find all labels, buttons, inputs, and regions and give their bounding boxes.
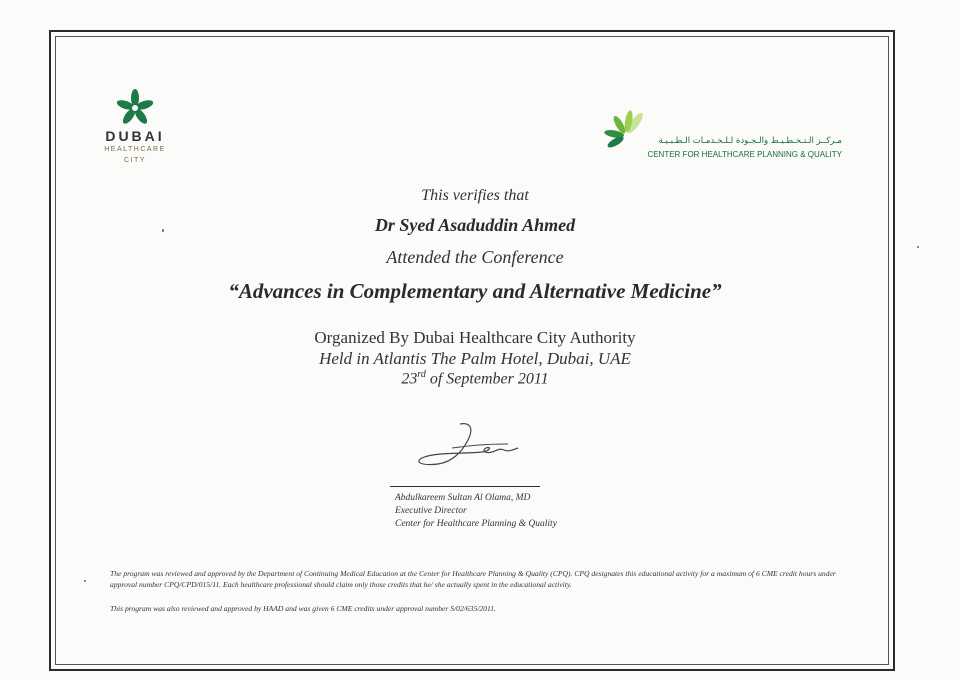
date-rest: of September 2011 (425, 370, 549, 388)
scan-speck (917, 246, 919, 248)
cme-approval-note: The program was reviewed and approved by the Department of Continuing Medical Education at the Center for Healthcare Planning & Quality (CPQ). CPQ designates this educational activity for a maximum of 6 CME credit hours under approval number CPQ/CPD/015/11. Each healthcare professional should claim only those credits that he/ she actually spent in the educational activity. (110, 569, 836, 589)
logo-subtitle-2: CITY (124, 157, 146, 164)
signatory-organization: Center for Healthcare Planning & Quality (395, 519, 557, 529)
date-day: 23 (401, 370, 418, 388)
recipient-name: Dr Syed Asaduddin Ahmed (374, 215, 576, 235)
attended-text: Attended the Conference (386, 247, 564, 267)
logo-subtitle-1: HEALTHCARE (104, 146, 166, 153)
signature-scribble (412, 418, 527, 476)
scan-speck (84, 580, 86, 582)
dubai-healthcare-city-logo (100, 88, 170, 166)
logo-name: DUBAI (105, 128, 165, 144)
conference-title: “Advances in Complementary and Alternative Medicine” (228, 279, 722, 303)
scan-speck (162, 229, 164, 232)
signatory-title: Executive Director (395, 506, 467, 516)
star-flower-icon (115, 88, 155, 126)
cpq-english-name: CENTER FOR HEALTHCARE PLANNING & QUALITY (647, 150, 842, 159)
organizer-text: Organized By Dubai Healthcare City Authority (314, 328, 636, 347)
verifies-text: This verifies that (421, 187, 529, 204)
venue-text: Held in Atlantis The Palm Hotel, Dubai, UAE (319, 349, 631, 368)
cpq-logo (600, 96, 845, 168)
date-suffix: rd (417, 369, 426, 380)
signature-line (390, 486, 540, 487)
leaf-cluster-icon (600, 96, 660, 158)
signatory-name: Abdulkareem Sultan Al Olama, MD (395, 493, 531, 503)
event-date (80, 369, 870, 388)
haad-approval-note: This program was also reviewed and approved by HAAD and was given 6 CME credits under approval number S/02/635/2011. (110, 604, 496, 613)
signatory-block (395, 492, 557, 531)
cpq-arabic-name: مـركــز الـتـخـطـيـط والـجـودة لـلـخـدمـات الـطـبـيـة (658, 136, 842, 146)
